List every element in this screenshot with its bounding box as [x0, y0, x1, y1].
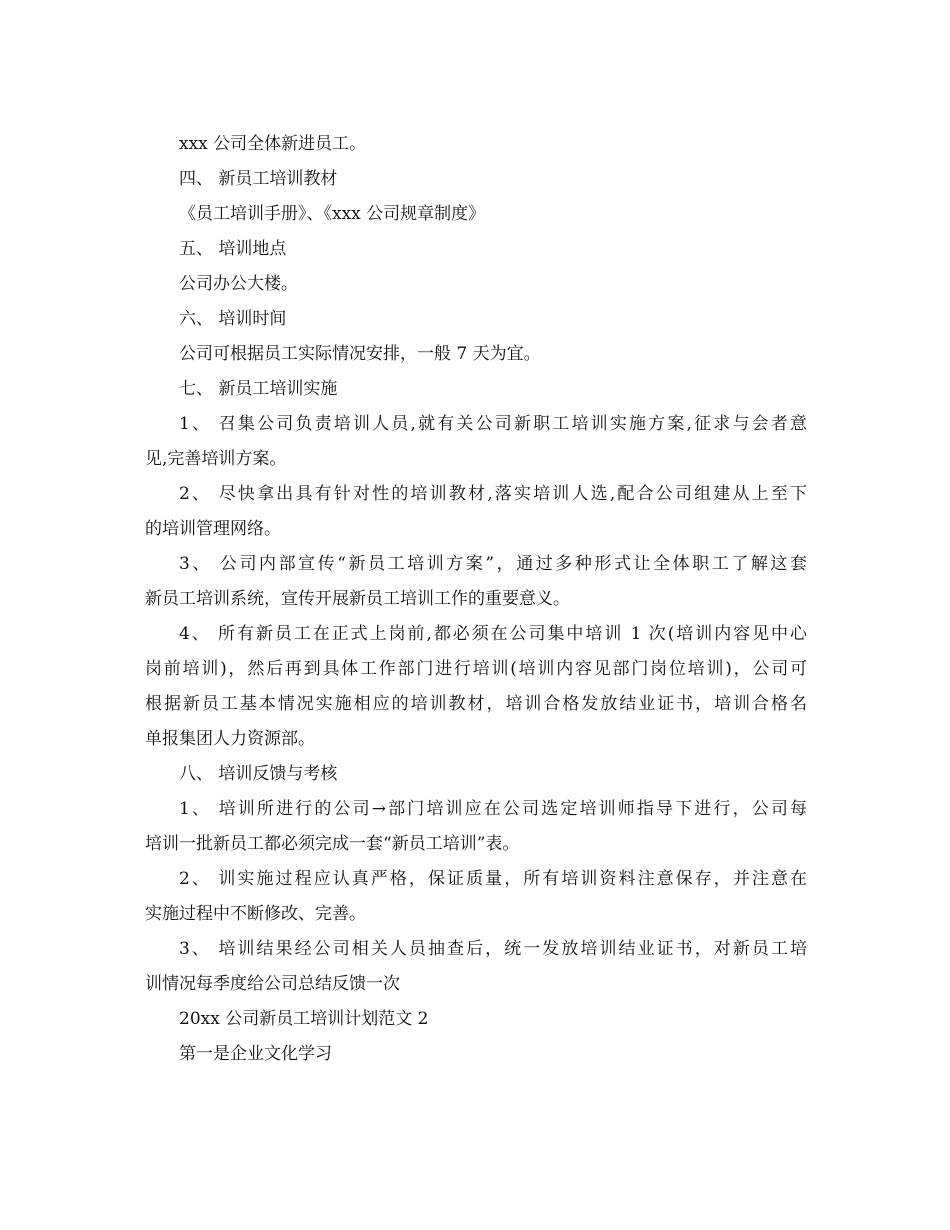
text-line: 1、 召集公司负责培训人员,就有关公司新职工培训实施方案,征求与会者意: [179, 414, 807, 434]
text-line: 岗前培训)，然后再到具体工作部门进行培训(培训内容见部门岗位培训)，公司可: [145, 659, 807, 679]
text-line: 的培训管理网络。: [145, 519, 281, 539]
text-line: 实施过程中不断修改、完善。: [145, 904, 366, 924]
section-heading: 六、 培训时间: [179, 309, 287, 329]
text-line: 单报集团人力资源部。: [145, 729, 315, 749]
document-body: [145, 127, 807, 1072]
text-line: 1、 培训所进行的公司→部门培训应在公司选定培训师指导下进行，公司每: [179, 799, 807, 819]
text-line: 公司办公大楼。: [179, 274, 298, 294]
text-line: 2、 训实施过程应认真严格，保证质量，所有培训资料注意保存，并注意在: [179, 869, 807, 889]
text-line: 训情况每季度给公司总结反馈一次: [145, 974, 400, 994]
text-line: 第一是企业文化学习: [179, 1044, 332, 1064]
text-line: 见,完善培训方案。: [145, 449, 287, 469]
text-line: 4、 所有新员工在正式上岗前,都必须在公司集中培训 1 次(培训内容见中心: [179, 624, 807, 644]
text-line: 3、 公司内部宣传“新员工培训方案”，通过多种形式让全体职工了解这套: [179, 554, 807, 574]
text-line: 2、 尽快拿出具有针对性的培训教材,落实培训人选,配合公司组建从上至下: [179, 484, 807, 504]
text-line: 培训一批新员工都必须完成一套“新员工培训”表。: [145, 834, 520, 854]
text-line: 公司可根据员工实际情况安排，一般 7 天为宜。: [179, 344, 541, 364]
section-heading: 四、 新员工培训教材: [179, 169, 338, 189]
text-line: 3、 培训结果经公司相关人员抽查后，统一发放培训结业证书，对新员工培: [179, 939, 807, 959]
section-heading: 五、 培训地点: [179, 239, 287, 259]
section-heading: 八、 培训反馈与考核: [179, 764, 338, 784]
text-line: xxx 公司全体新进员工。: [179, 134, 367, 154]
text-line: 根据新员工基本情况实施相应的培训教材，培训合格发放结业证书，培训合格名: [145, 694, 807, 714]
text-line: 《员工培训手册》、《xxx 公司规章制度》: [179, 204, 486, 224]
section-heading: 七、 新员工培训实施: [179, 379, 338, 399]
section-heading: 20xx 公司新员工培训计划范文 2: [179, 1009, 429, 1029]
text-line: 新员工培训系统，宣传开展新员工培训工作的重要意义。: [145, 589, 570, 609]
